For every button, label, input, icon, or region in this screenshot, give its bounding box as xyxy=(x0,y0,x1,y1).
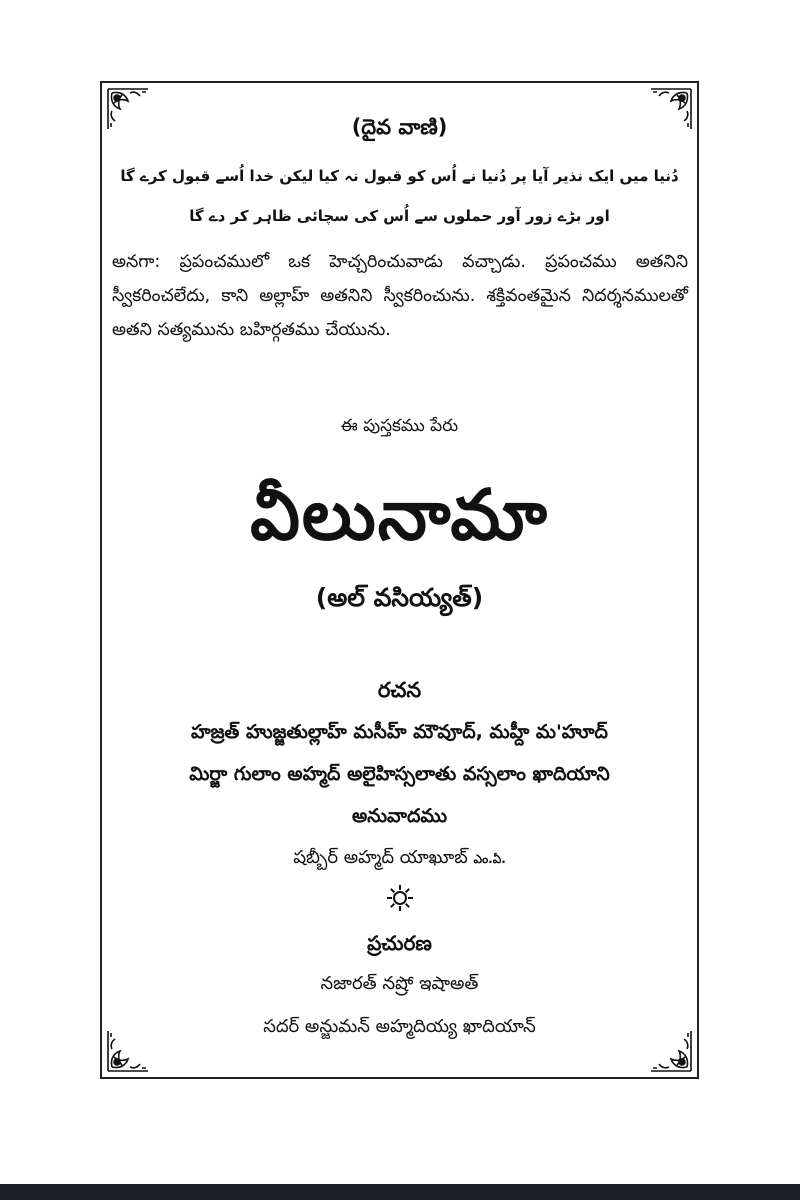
divine-word-heading: (దైవ వాణి) xyxy=(351,115,448,139)
translator-name: షబ్బీర్ అహ్మద్ యాఖూబ్ xyxy=(293,847,468,868)
urdu-revelation-line-2: اور بڑے زور آور حملوں سے اُس کی سچائی ظاہر کر دے گا xyxy=(189,207,610,225)
page-border-frame xyxy=(100,81,699,1079)
author-line-1: హజ్రత్ హుజ్జతుల్లాహ్ మసీహ్ మౌవూద్, మహ్దీ మ'హూద్ xyxy=(191,721,608,743)
publisher-line-2: సదర్ అన్జుమన్ అహ్మదియ్య ఖాదియాన్ xyxy=(263,1016,536,1037)
publication-label: ప్రచురణ xyxy=(367,931,432,955)
author-label: రచన xyxy=(377,678,422,702)
book-subtitle: (అల్ వసియ్యత్) xyxy=(315,583,484,612)
translator-degree: ఎం.ఏ. xyxy=(473,852,506,866)
star-ornament-icon xyxy=(102,883,697,913)
translation-label: అనువాదము xyxy=(351,805,448,827)
telugu-translation-paragraph: అనగా: ప్రపంచములో ఒక హెచ్చరించువాడు వచ్చాడు. ప్రపంచము అతనిని స్వీకరించలేదు, కాని అల్లాహ్ అతనిని స్వీకరించును. శక్తివంతమైన నిదర్శనములతో అతని సత్యమును బహిర్గతము చేయును. xyxy=(112,252,688,340)
author-line-2: మిర్జా గులాం అహ్మద్ అలైహిస్సలాతు వస్సలాం ఖాదియాని xyxy=(189,763,610,785)
bottom-bar xyxy=(0,1184,800,1200)
publisher-line-1: నజారత్ నష్రో ఇషాఅత్ xyxy=(320,973,479,994)
translator-line xyxy=(102,847,697,872)
book-name-label: ఈ పుస్తకము పేరు xyxy=(340,416,459,436)
book-title: వీలునామా xyxy=(250,473,549,556)
urdu-revelation-line-1: دُنیا میں ایک نذیر آیا پر دُنیا نے اُس کو قبول نہ کیا لیکن خدا اُسے قبول کرے گا xyxy=(120,167,679,185)
